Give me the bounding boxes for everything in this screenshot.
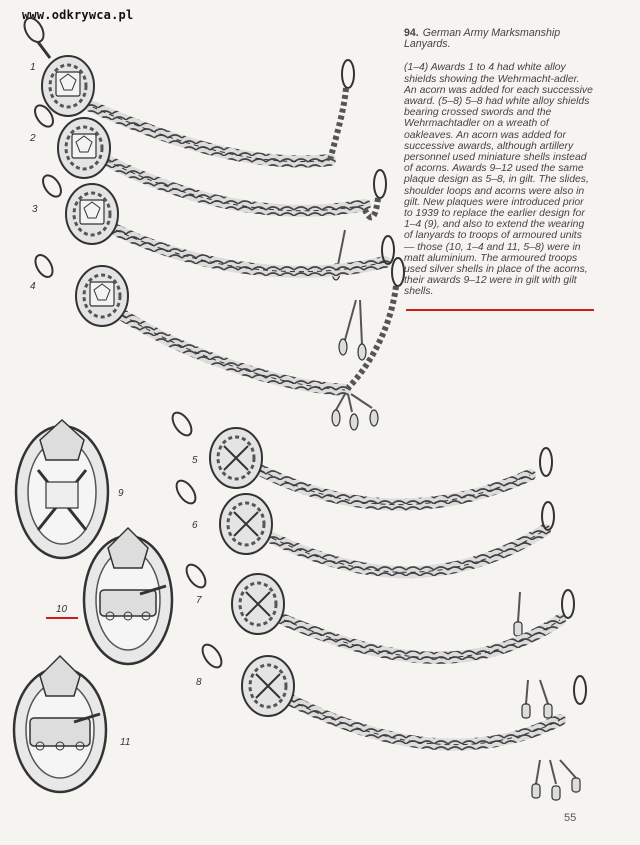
figure-label-9: 9 xyxy=(118,488,124,499)
caption-block xyxy=(404,28,594,298)
page-number: 55 xyxy=(564,812,577,824)
figure-label-8: 8 xyxy=(196,677,202,688)
watermark: www.odkrywca.pl xyxy=(22,8,134,22)
badge-9 xyxy=(16,420,108,558)
caption-heading xyxy=(404,28,594,50)
lanyard-8 xyxy=(199,641,586,800)
highlight-underline-badge-10 xyxy=(46,617,78,619)
lanyard-4 xyxy=(32,252,404,430)
caption-title: German Army Marksmanship Lanyards. xyxy=(404,27,561,51)
caption-body: (1–4) Awards 1 to 4 had white alloy shields showing the Wehrmacht-adler. An acorn was added for each successive award. (5–8) 5–8 had white alloy shields bearing crossed swords and the Wehrmachtadler on a wreath of oakleaves. An acorn was added for successive awards, although artillery personnel used miniature shells instead of acorns. Awards 9–12 used the same plaque design as 5–8, in gilt. The slides, shoulder loops and acorns were also in gilt. New plaques were introduced prior to 1939 to replace the earlier design for 1–4 (9), and also to extend the wearing of lanyards to troops of armoured units — those (10, 1–4 and 11, 5–8) were in matt aluminium. The armoured troops used silver shells in place of the acorns, their awards 9–12 were in gilt with gilt shells. xyxy=(404,62,593,298)
figure-label-1: 1 xyxy=(30,62,36,73)
figure-label-4: 4 xyxy=(30,281,36,292)
figure-label-5: 5 xyxy=(192,455,198,466)
badge-11 xyxy=(14,656,106,792)
figure-label-11: 11 xyxy=(120,737,131,748)
figure-label-7: 7 xyxy=(196,595,202,606)
figure-label-2: 2 xyxy=(30,133,36,144)
figure-label-10: 10 xyxy=(56,604,68,615)
figure-label-6: 6 xyxy=(192,520,198,531)
lanyard-5 xyxy=(169,409,552,504)
highlight-underline-caption xyxy=(406,309,594,311)
badge-10 xyxy=(84,528,172,664)
lanyard-7 xyxy=(183,561,574,718)
figure-label-3: 3 xyxy=(32,204,38,215)
caption-number: 94. xyxy=(404,27,419,39)
